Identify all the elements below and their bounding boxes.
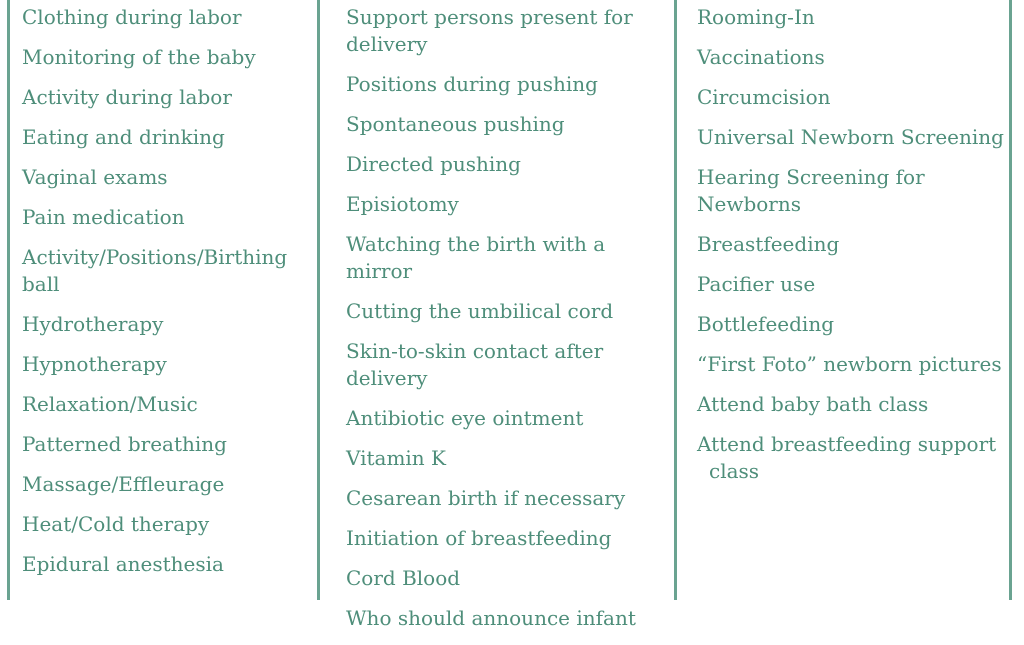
column-rule-left [7,0,10,600]
list-item: Breastfeeding [697,232,840,256]
delivery-options-column [346,0,671,645]
newborn-options-column [697,0,1012,498]
list-item-line: Attend breastfeeding support [697,432,997,456]
labor-options-column [22,0,312,591]
list-item: Directed pushing [346,152,521,176]
list-item: Patterned breathing [22,432,227,456]
list-item: Monitoring of the baby [22,45,256,69]
list-item: Vitamin K [346,446,446,470]
list-item: Cesarean birth if necessary [346,486,626,510]
list-item: Bottlefeeding [697,312,835,336]
list-item: Massage/Effleurage [22,472,225,496]
list-item-continuation: class [709,459,760,483]
list-item: Vaginal exams [22,165,168,189]
list-item: Attend baby bath class [697,392,929,416]
list-item: Hydrotherapy [22,312,164,336]
list-item: Cutting the umbilical cord [346,299,614,323]
list-item: Pacifier use [697,272,816,296]
list-item: Universal Newborn Screening [697,125,1004,149]
list-item: Who should announce infant [346,606,636,630]
list-item: Circumcision [697,85,831,109]
list-item: Hearing Screening for Newborns [697,165,925,216]
list-item: Cord Blood [346,566,461,590]
column-rule-middle-left [317,0,320,600]
list-item: Eating and drinking [22,125,225,149]
list-item: Watching the birth with a mirror [346,232,606,283]
list-item: Pain medication [22,205,185,229]
list-item: Support persons present for delivery [346,5,633,56]
list-item: Vaccinations [697,45,825,69]
list-item: Clothing during labor [22,5,242,29]
list-item [697,431,1012,485]
list-item: Activity/Positions/Birthing ball [22,245,288,296]
list-item: Initiation of breastfeeding [346,526,612,550]
list-item: Activity during labor [22,85,232,109]
list-item: Heat/Cold therapy [22,512,210,536]
list-item: Positions during pushing [346,72,598,96]
list-item: Antibiotic eye ointment [346,406,584,430]
list-item: Skin-to-skin contact after delivery [346,339,604,390]
list-item: Epidural anesthesia [22,552,224,576]
list-item: Hypnotherapy [22,352,167,376]
list-item: Spontaneous pushing [346,112,565,136]
list-item: Relaxation/Music [22,392,198,416]
list-item: Rooming-In [697,5,815,29]
list-item: Episiotomy [346,192,459,216]
list-item: “First Foto” newborn pictures [697,352,1002,376]
column-rule-middle-right [674,0,677,600]
